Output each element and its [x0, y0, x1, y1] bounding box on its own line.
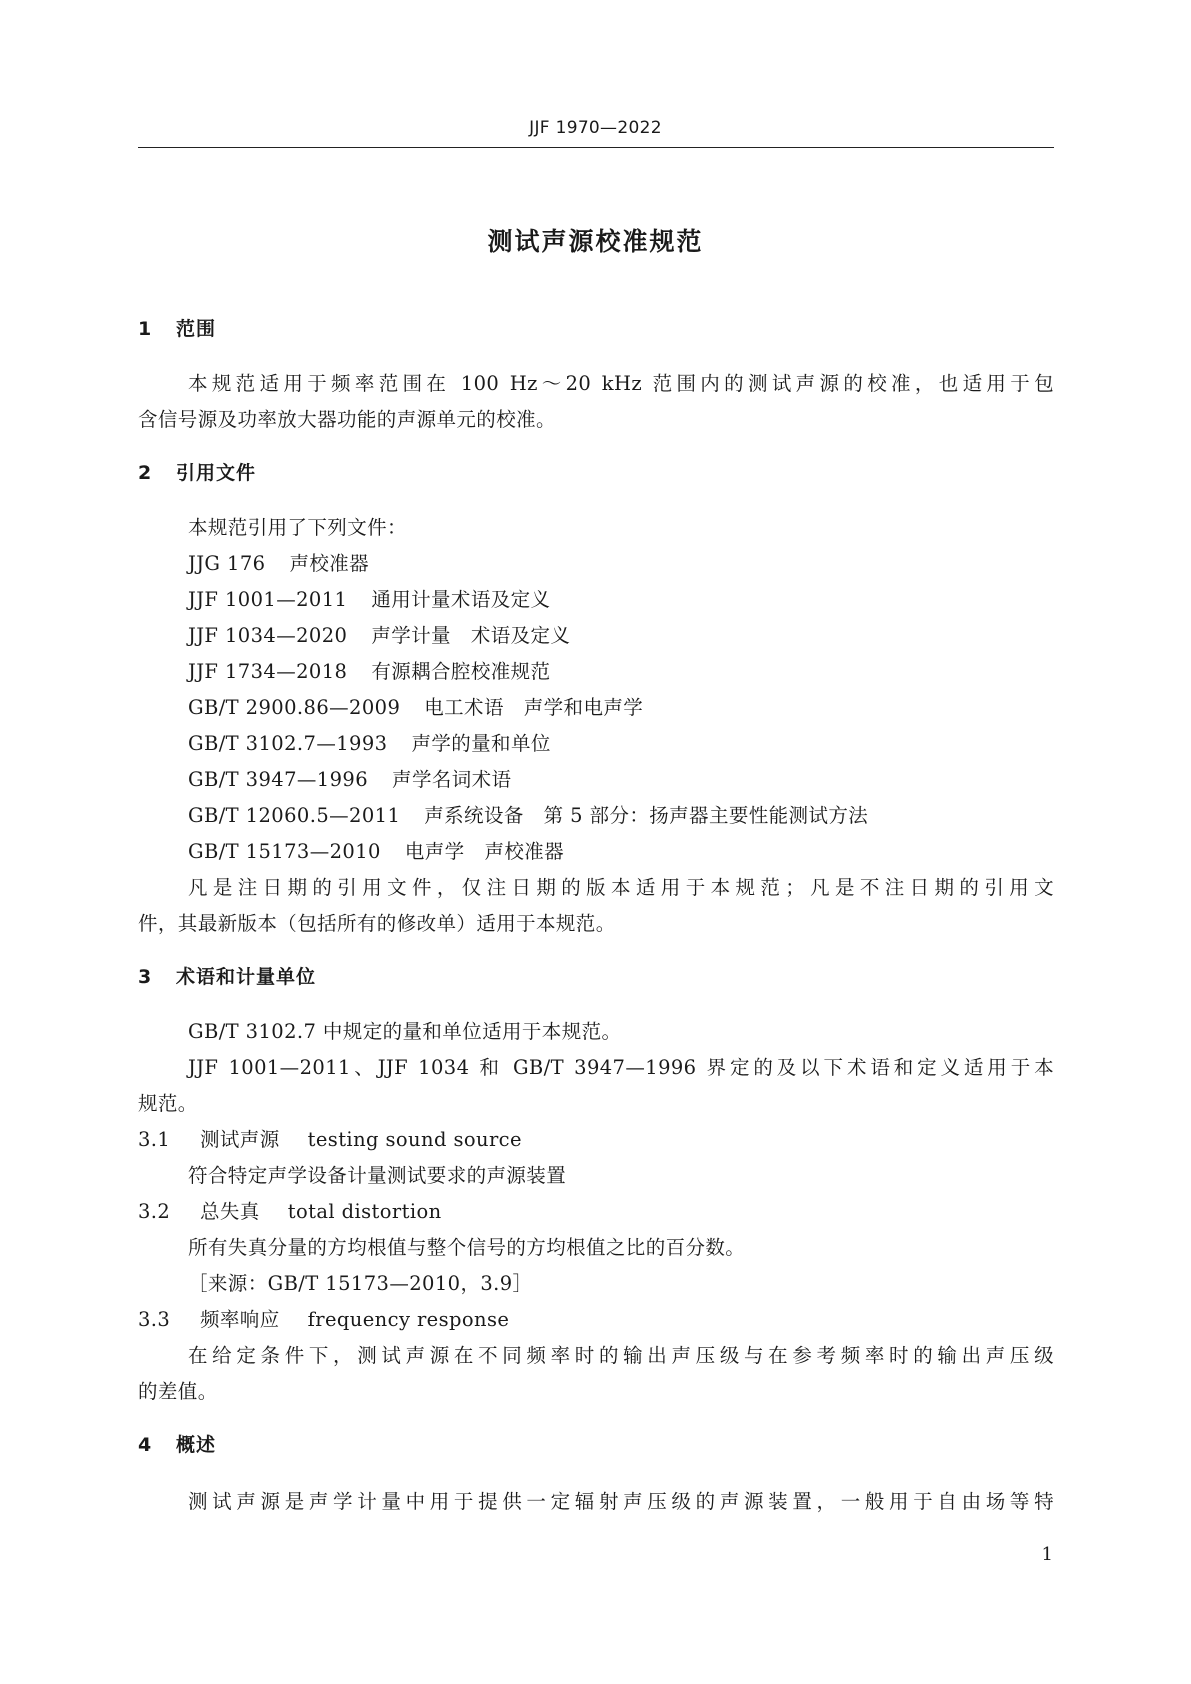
reference-code: GB/T 12060.5—2011	[188, 804, 401, 827]
references-note-line-2: 件，其最新版本（包括所有的修改单）适用于本规范。	[138, 912, 616, 935]
reference-name: 声校准器	[289, 552, 370, 575]
reference-name: 通用计量术语及定义	[371, 588, 551, 611]
reference-item	[188, 584, 550, 612]
section-number: 2	[138, 462, 153, 484]
section-title: 概述	[176, 1434, 217, 1456]
term-3-2-heading	[138, 1196, 442, 1224]
term-3-3-definition-line-2: 的差值。	[138, 1380, 218, 1403]
term-3-3-definition-line-1: 在给定条件下，测试声源在不同频率时的输出声压级与在参考频率时的输出声压级	[188, 1344, 1054, 1367]
term-3-2-source: ［来源：GB/T 15173—2010，3.9］	[188, 1272, 533, 1295]
reference-name: 声系统设备 第 5 部分：扬声器主要性能测试方法	[424, 804, 869, 827]
section-3-paragraph-2-line-2: 规范。	[138, 1092, 198, 1115]
reference-name: 声学的量和单位	[411, 732, 551, 755]
term-3-1-heading	[138, 1124, 522, 1152]
term-chinese: 测试声源	[200, 1128, 280, 1151]
reference-code: JJG 176	[188, 552, 266, 575]
reference-item	[188, 728, 551, 756]
running-header: JJF 1970—2022	[529, 118, 662, 138]
section-1-paragraph-line-1: 本规范适用于频率范围在 100 Hz～20 kHz 范围内的测试声源的校准，也适用于包	[188, 372, 1054, 395]
reference-code: JJF 1001—2011	[188, 588, 348, 611]
reference-name: 声学计量 术语及定义	[371, 624, 571, 647]
reference-code: JJF 1034—2020	[188, 624, 348, 647]
reference-item	[188, 764, 511, 792]
term-english: testing sound source	[307, 1128, 522, 1151]
term-number: 3.3	[138, 1308, 171, 1331]
reference-name: 电声学 声校准器	[404, 840, 565, 863]
reference-code: GB/T 15173—2010	[188, 840, 381, 863]
section-title: 术语和计量单位	[176, 966, 317, 988]
term-3-1-definition: 符合特定声学设备计量测试要求的声源装置	[188, 1164, 567, 1187]
section-1-paragraph-line-2: 含信号源及功率放大器功能的声源单元的校准。	[138, 408, 556, 431]
section-number: 4	[138, 1434, 153, 1456]
reference-item	[188, 692, 643, 720]
reference-item	[188, 836, 564, 864]
reference-code: GB/T 3102.7—1993	[188, 732, 388, 755]
reference-name: 声学名词术语	[392, 768, 512, 791]
references-note-line-1: 凡是注日期的引用文件，仅注日期的版本适用于本规范；凡是不注日期的引用文	[188, 876, 1054, 899]
section-3-paragraph-2-line-1: JJF 1001—2011、JJF 1034 和 GB/T 3947—1996 界定的及以下术语和定义适用于本	[188, 1056, 1054, 1079]
reference-name: 有源耦合腔校准规范	[371, 660, 551, 683]
term-english: frequency response	[307, 1308, 510, 1331]
term-3-2-definition: 所有失真分量的方均根值与整个信号的方均根值之比的百分数。	[188, 1236, 746, 1259]
term-chinese: 频率响应	[200, 1308, 280, 1331]
term-3-3-heading	[138, 1304, 509, 1332]
section-3-paragraph-1: GB/T 3102.7 中规定的量和单位适用于本规范。	[188, 1020, 622, 1043]
section-title: 范围	[176, 318, 217, 340]
header-rule	[138, 147, 1054, 148]
term-chinese: 总失真	[200, 1200, 260, 1223]
term-number: 3.2	[138, 1200, 171, 1223]
term-number: 3.1	[138, 1128, 171, 1151]
section-4-paragraph-line-1: 测试声源是声学计量中用于提供一定辐射声压级的声源装置，一般用于自由场等特	[188, 1490, 1054, 1513]
section-1-heading	[138, 314, 216, 341]
reference-item	[188, 656, 550, 684]
document-title: 测试声源校准规范	[487, 227, 704, 256]
section-number: 1	[138, 318, 153, 340]
reference-name: 电工术语 声学和电声学	[424, 696, 644, 719]
section-title: 引用文件	[176, 462, 257, 484]
section-4-heading	[138, 1430, 216, 1457]
page-number: 1	[1041, 1544, 1053, 1565]
reference-item	[188, 620, 570, 648]
reference-item	[188, 548, 369, 576]
section-2-heading	[138, 458, 256, 485]
term-english: total distortion	[287, 1200, 442, 1223]
reference-code: GB/T 2900.86—2009	[188, 696, 401, 719]
reference-item	[188, 800, 868, 828]
section-3-heading	[138, 962, 316, 989]
section-number: 3	[138, 966, 153, 988]
reference-code: JJF 1734—2018	[188, 660, 348, 683]
references-intro: 本规范引用了下列文件：	[188, 516, 407, 539]
reference-code: GB/T 3947—1996	[188, 768, 369, 791]
